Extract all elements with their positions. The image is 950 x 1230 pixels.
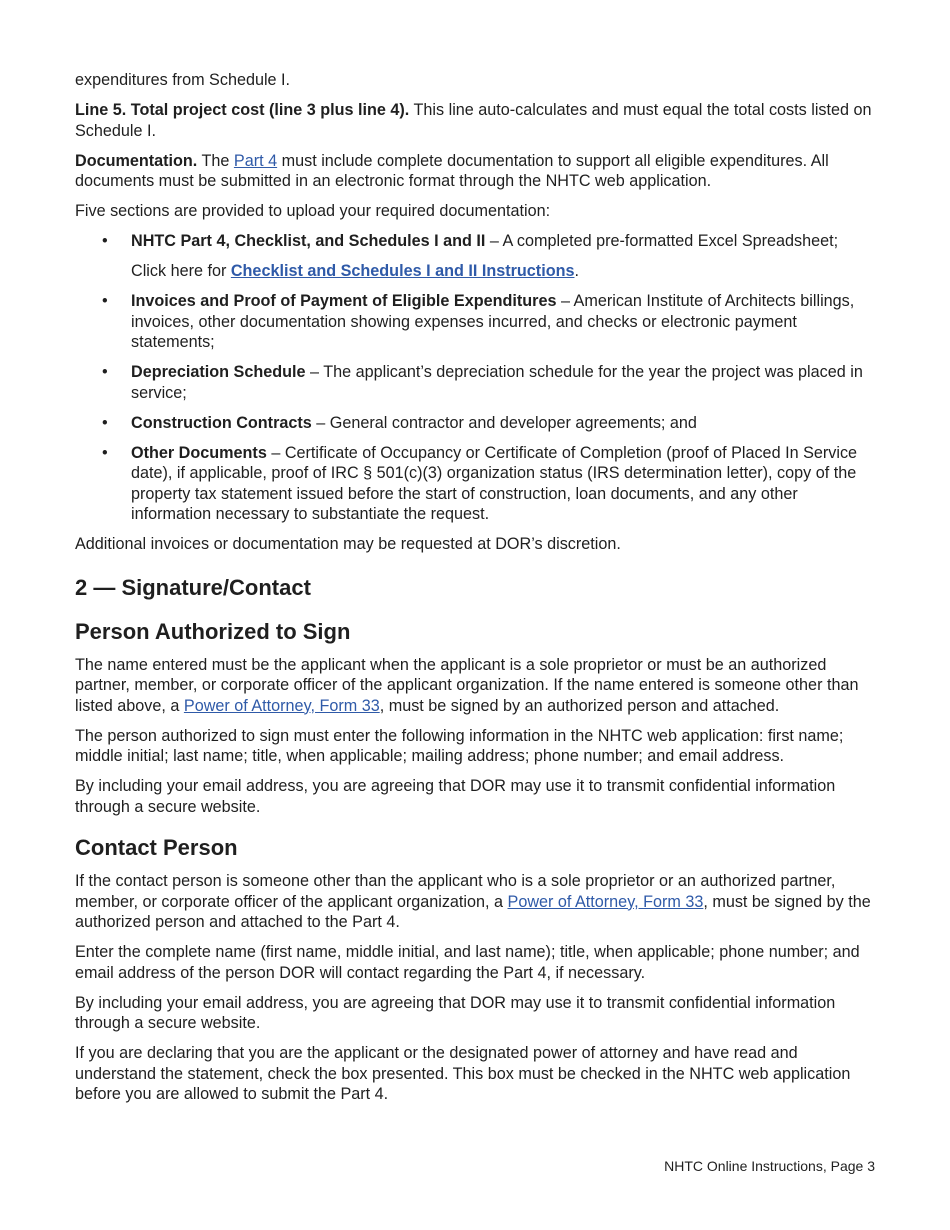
- contact-paragraph-3: By including your email address, you are agreeing that DOR may use it to transmit confidential information through a secure website.: [75, 993, 836, 1032]
- bullet-icon: •: [102, 292, 108, 310]
- checklist-instructions-link[interactable]: Checklist and Schedules I and II Instructions: [230, 262, 575, 280]
- authorized-paragraph-3: By including your email address, you are agreeing that DOR may use it to transmit confidential information through a secure website.: [75, 777, 836, 816]
- bullet-icon: •: [102, 443, 108, 462]
- page-footer: NHTC Online Instructions, Page 3: [664, 1158, 875, 1174]
- bullet-title: Depreciation Schedule: [131, 363, 306, 381]
- bullet-title: Construction Contracts: [131, 413, 312, 432]
- power-of-attorney-link[interactable]: Power of Attorney, Form 33: [507, 892, 704, 911]
- bullet-text: – A completed pre-formatted Excel Spreadsheet;: [485, 232, 839, 250]
- list-item: [75, 231, 875, 282]
- contact-heading: Contact Person: [75, 835, 238, 860]
- bullet-text: – American Institute of Architects billings, invoices, other documentation showing expenses incurred, and checks or electronic payment statements;: [131, 292, 855, 351]
- bullet-title: Other Documents: [131, 443, 267, 462]
- authorized-paragraph-1: The name entered must be the applicant when the applicant is a sole proprietor or must be an authorized partner, member, or corporate officer of the applicant organization. If the name entered is someone other than listed above, a Power of Attorney, Form 33, must be signed by an authorized person and attached.: [75, 655, 859, 715]
- bullet-icon: •: [102, 413, 108, 432]
- part4-link[interactable]: Part 4: [233, 151, 278, 170]
- list-item: [75, 443, 875, 525]
- bullet-title: Invoices and Proof of Payment of Eligible Expenditures: [131, 292, 557, 310]
- list-item: [75, 291, 875, 353]
- authorized-heading: Person Authorized to Sign: [75, 618, 351, 644]
- document-page: [75, 70, 875, 1114]
- authorized-paragraph-2: The person authorized to sign must enter the following information in the NHTC web application: first name; middle initial; last name; title, when applicable; mailing address; phone number; and email address.: [75, 726, 844, 765]
- list-item: [75, 413, 875, 434]
- power-of-attorney-link[interactable]: Power of Attorney, Form 33: [183, 696, 380, 715]
- documentation-list: [75, 231, 875, 525]
- bullet-title: NHTC Part 4, Checklist, and Schedules I and II: [131, 232, 486, 250]
- section-heading-signature-contact: 2 — Signature/Contact: [75, 574, 311, 600]
- bullet-text: – The applicant’s depreciation schedule for the year the project was placed in service;: [131, 363, 863, 402]
- bullet-text: – General contractor and developer agreements; and: [311, 413, 697, 432]
- checklist-instructions-line: Click here for Checklist and Schedules I and II Instructions.: [131, 262, 579, 280]
- contact-paragraph-2: Enter the complete name (first name, middle initial, and last name); title, when applicable; phone number; and email address of the person DOR will contact regarding the Part 4, if necessary.: [75, 943, 860, 982]
- sections-intro: Five sections are provided to upload your required documentation:: [75, 202, 551, 220]
- bullet-icon: •: [102, 363, 108, 381]
- contact-paragraph-4: If you are declaring that you are the applicant or the designated power of attorney and have read and understand the statement, check the box presented. This box must be checked in the NHTC web application before you are allowed to submit the Part 4.: [75, 1044, 851, 1103]
- bullet-text: – Certificate of Occupancy or Certificate of Completion (proof of Placed In Service date), if applicable, proof of IRC § 501(c)(3) organization status (IRS determination letter), copy of the property tax statement issued before the start of construction, loan documents, and any other information necessary to substantiate the request.: [131, 443, 858, 523]
- documentation-title: Documentation.: [75, 151, 198, 170]
- intro-text: expenditures from Schedule I.: [75, 71, 291, 89]
- list-item: [75, 362, 875, 403]
- bullet-icon: •: [102, 232, 108, 250]
- additional-note: Additional invoices or documentation may be requested at DOR’s discretion.: [75, 535, 621, 553]
- documentation-paragraph: Documentation. The Part 4 must include complete documentation to support all eligible expenditures. All documents must be submitted in an electronic format through the NHTC web application.: [75, 151, 829, 190]
- contact-paragraph-1: If the contact person is someone other than the applicant who is a sole proprietor or an authorized partner, member, or corporate officer of the applicant organization, a Power of Attorney, Form 33, must be signed by the authorized person and attached to the Part 4.: [75, 872, 871, 931]
- line5-title: Line 5. Total project cost (line 3 plus line 4).: [75, 101, 410, 119]
- line5-paragraph: [75, 100, 875, 141]
- line5-text: This line auto-calculates and must equal the total costs listed on Schedule I.: [75, 101, 872, 140]
